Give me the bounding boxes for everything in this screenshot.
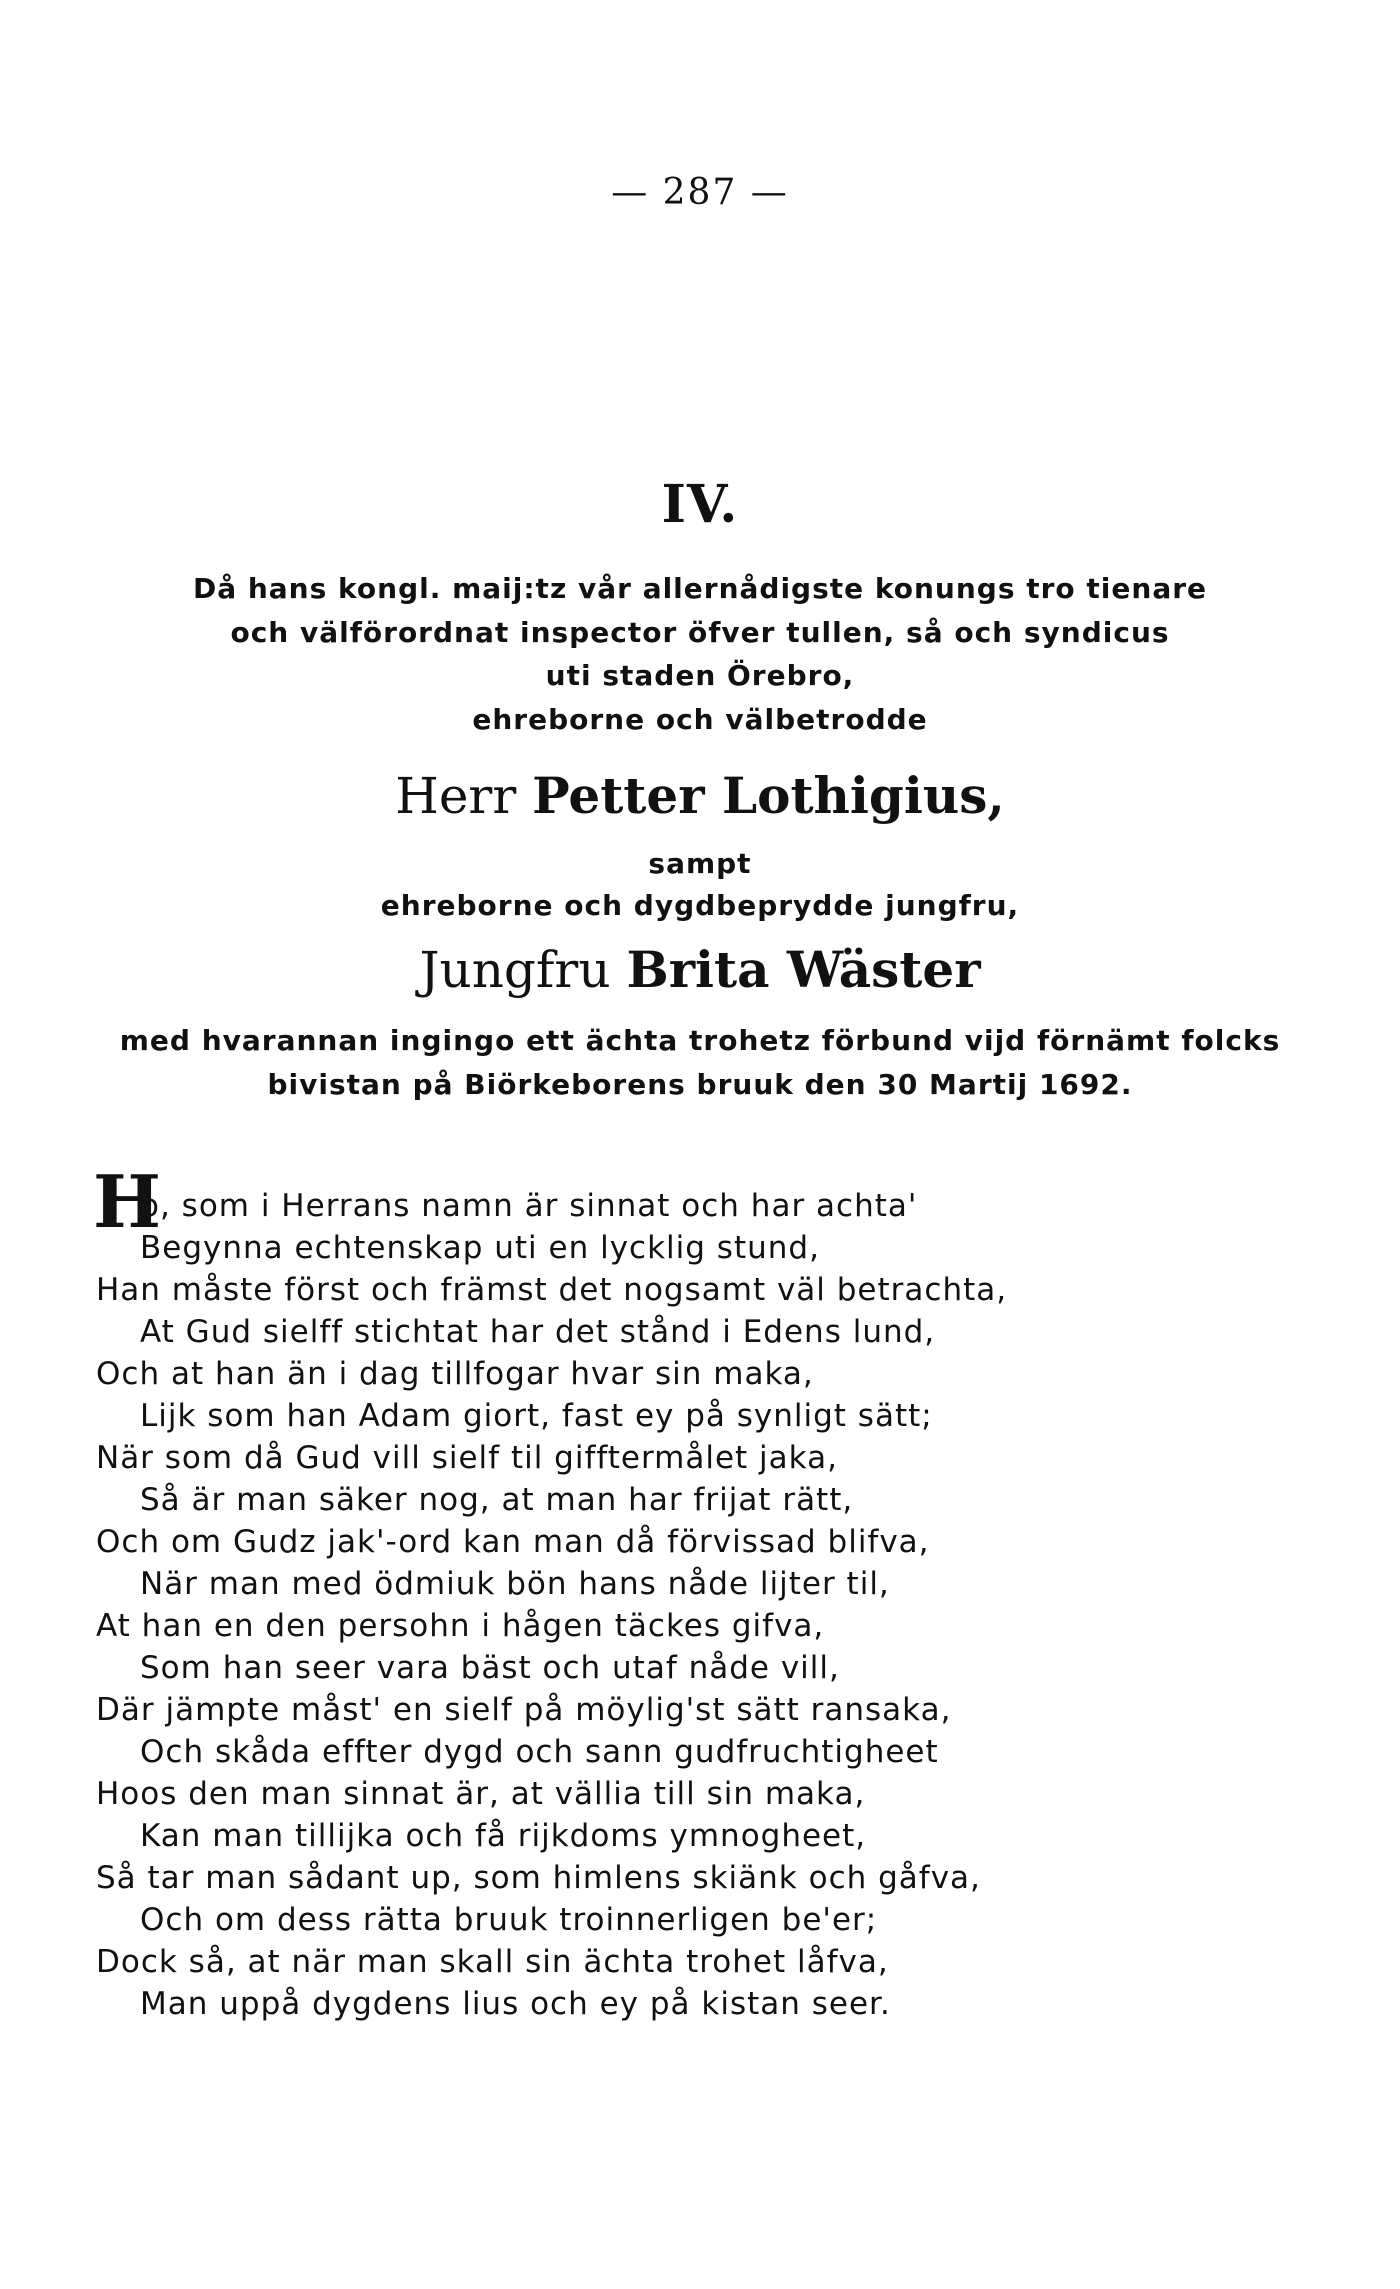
page-number: — 287 —: [611, 172, 789, 213]
poem-line: Han måste först och främst det nogsamt väl betrachta,: [96, 1272, 1008, 1308]
poem-line: När som då Gud vill sielf til gifftermålet jaka,: [96, 1440, 838, 1476]
poem-line: När man med ödmiuk bön hans nåde lijter til,: [140, 1566, 890, 1602]
bride-name: Brita Wäster: [626, 940, 981, 999]
bride-name-line: [0, 940, 1400, 999]
poem-line: Så tar man sådant up, som himlens skiänk och gåfva,: [96, 1860, 981, 1896]
poem-line-1: [93, 1159, 918, 1244]
poem-line: At Gud sielff stichtat har det stånd i Edens lund,: [140, 1314, 936, 1350]
heading-line-7: ehreborne och dygdbeprydde jungfru,: [380, 889, 1020, 922]
groom-name-line: [0, 766, 1400, 825]
poem-line: At han en den persohn i hågen täckes gifva,: [96, 1608, 825, 1644]
poem-line: Kan man tillijka och få rijkdoms ymnogheet,: [140, 1818, 867, 1854]
poem-line: Som han seer vara bäst och utaf nåde vill,: [140, 1650, 840, 1686]
heading-line-6: sampt: [648, 847, 752, 880]
section-number: IV.: [661, 474, 739, 535]
dropcap: H: [93, 1159, 163, 1244]
poem-line: Man uppå dygdens lius och ey på kistan seer.: [140, 1986, 891, 2022]
poem-line: Begynna echtenskap uti en lycklig stund,: [140, 1230, 820, 1266]
poem-line: Och at han än i dag tillfogar hvar sin maka,: [96, 1356, 814, 1392]
poem-line: Och om dess rätta bruuk troinnerligen be'er;: [140, 1902, 878, 1938]
poem-line: Där jämpte måst' en sielf på möylig'st sätt ransaka,: [96, 1692, 952, 1728]
poem-line: Så är man säker nog, at man har frijat rätt,: [140, 1482, 854, 1518]
poem-line: Och skåda effter dygd och sann gudfruchtigheet: [140, 1734, 939, 1770]
heading-line-10: bivistan på Biörkeborens bruuk den 30 Martij 1692.: [267, 1068, 1133, 1101]
groom-name: Petter Lothigius,: [532, 766, 1005, 825]
heading-line-3: uti staden Örebro,: [545, 659, 855, 692]
poem-line: Hoos den man sinnat är, at vällia till sin maka,: [96, 1776, 866, 1812]
heading-line-9: med hvarannan ingingo ett ächta trohetz förbund vijd förnämt folcks: [119, 1024, 1281, 1057]
poem-line-1-text: o, som i Herrans namn är sinnat och har achta': [140, 1188, 918, 1224]
poem-line: Dock så, at när man skall sin ächta trohet låfva,: [96, 1944, 889, 1980]
heading-line-2: och välförordnat inspector öfver tullen, så och syndicus: [230, 616, 1170, 649]
heading-line-1: Då hans kongl. maij:tz vår allernådigste konungs tro tienare: [192, 572, 1208, 605]
bride-title: Jungfru: [419, 941, 611, 999]
poem-line: Lijk som han Adam giort, fast ey på synligt sätt;: [140, 1398, 933, 1434]
heading-line-4: ehreborne och välbetrodde: [472, 703, 928, 736]
groom-title: Herr: [395, 767, 517, 825]
poem-line: Och om Gudz jak'-ord kan man då förvissad blifva,: [96, 1524, 930, 1560]
